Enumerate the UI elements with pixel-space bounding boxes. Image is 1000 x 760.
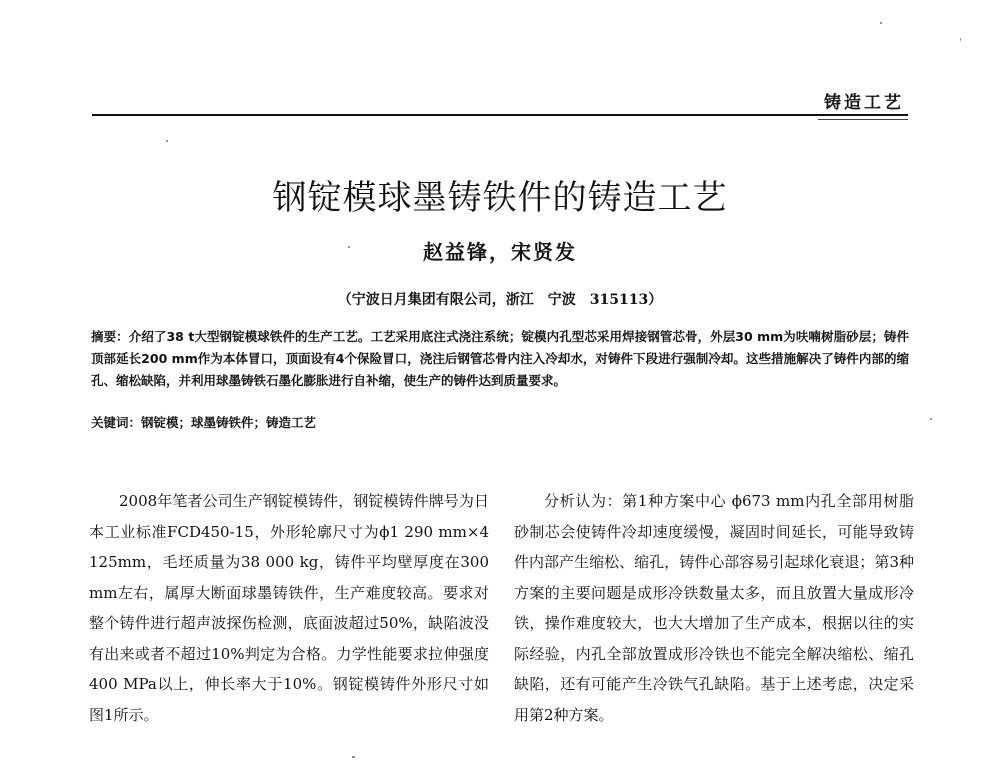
abstract xyxy=(91,326,909,392)
header-rule xyxy=(92,114,908,116)
abstract-text: 介绍了38 t大型钢锭模球铁件的生产工艺。工艺采用底注式浇注系统；锭模内孔型芯采用焊接钢管芯骨，外层30 mm为呋喃树脂砂层；铸件顶部延长200 mm作为本体冒口，顶面设有4个保险冒口，浇注后钢管芯骨内注入冷却水，对铸件下段进行强制冷却。这些措施解决了铸件内部的缩孔、缩松缺陷，并利用球墨铸铁石墨化膨胀进行自补缩，使生产的铸件达到质量要求。 xyxy=(91,329,909,388)
header-rule-secondary xyxy=(818,119,908,120)
body-paragraph: 2008年笔者公司生产钢锭模铸件，钢锭模铸件牌号为日本工业标准FCD450-15，外形轮廓尺寸为ϕ1 290 mm×4 125mm，毛坯质量为38 000 kg，铸件平均壁厚度在300 mm左右，属厚大断面球墨铸铁件，生产难度较高。要求对整个铸件进行超声波探伤检测，底面波超过50%，缺陷波没有出来或者不超过10%判定为合格。力学性能要求拉伸强度400 MPa以上，伸长率大于10%。钢锭模铸件外形尺寸如图1所示。 xyxy=(89,492,489,724)
scan-speck xyxy=(352,756,355,758)
body-column-right xyxy=(514,486,914,730)
article-authors: 赵益锋，宋贤发 xyxy=(423,240,577,264)
keywords-label: 关键词： xyxy=(91,415,142,430)
body-paragraph: 分析认为：第1种方案中心 ϕ673 mm内孔全部用树脂砂制芯会使铸件冷却速度缓慢，凝固时间延长，可能导致铸件内部产生缩松、缩孔，铸件心部容易引起球化衰退；第3种方案的主要问题是成形冷铁数量太多，而且放置大量成形冷铁，操作难度较大，也大大增加了生产成本，根据以往的实际经验，内孔全部放置成形冷铁也不能完全解决缩松、缩孔缺陷，还有可能产生冷铁气孔缺陷。基于上述考虑，决定采用第2种方案。 xyxy=(514,492,914,724)
running-head: 铸造工艺 xyxy=(824,93,904,113)
scan-speck xyxy=(880,22,882,24)
scan-speck xyxy=(348,246,350,248)
scan-speck xyxy=(166,140,168,142)
author-affiliation: （宁波日月集团有限公司，浙江 宁波 315113） xyxy=(337,292,663,308)
body-column-left xyxy=(89,486,489,730)
article-title: 钢锭模球墨铸铁件的铸造工艺 xyxy=(272,178,728,218)
scan-speck xyxy=(930,418,932,420)
scan-speck xyxy=(960,38,961,41)
keywords-text: 钢锭模；球墨铸铁件；铸造工艺 xyxy=(141,415,317,430)
keywords xyxy=(91,413,909,431)
abstract-label: 摘要： xyxy=(91,329,129,344)
